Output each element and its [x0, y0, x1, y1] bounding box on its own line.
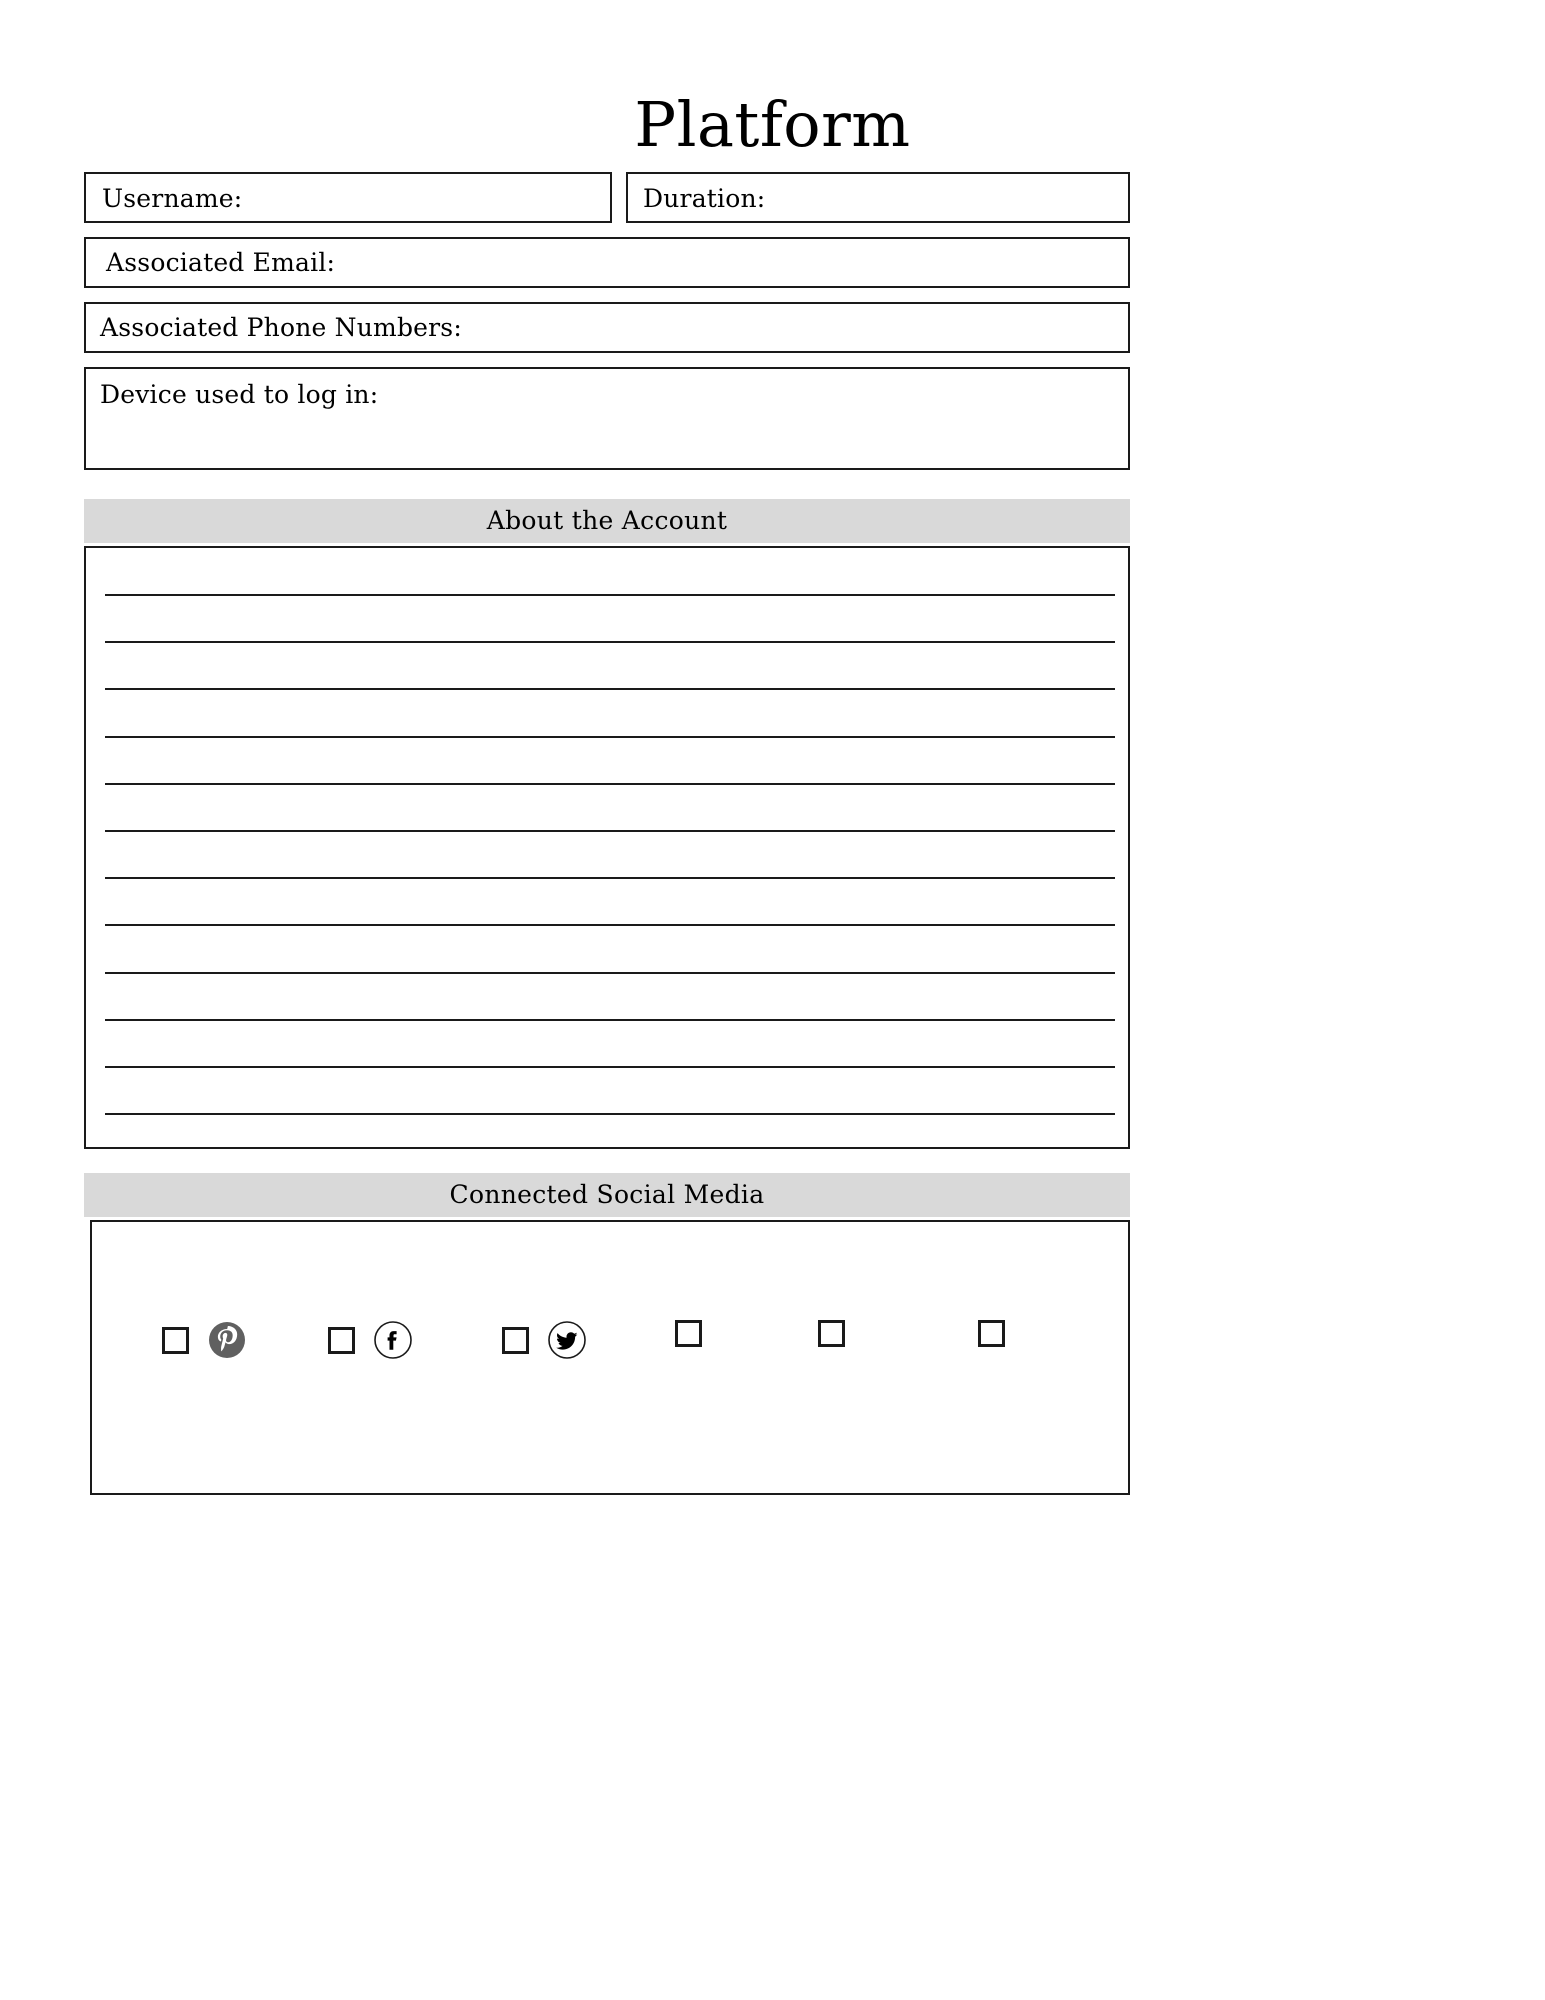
associated-email-label: Associated Email: [106, 248, 336, 277]
social-media-option[interactable] [978, 1320, 1005, 1347]
social-section-header [84, 1173, 1130, 1217]
social-checkbox-row [90, 1320, 1130, 1380]
ruled-line[interactable] [105, 1019, 1115, 1021]
ruled-line[interactable] [105, 783, 1115, 785]
ruled-line[interactable] [105, 1066, 1115, 1068]
facebook-icon [373, 1320, 413, 1360]
ruled-line[interactable] [105, 972, 1115, 974]
social-checkbox[interactable] [162, 1327, 189, 1354]
ruled-line[interactable] [105, 736, 1115, 738]
social-checkbox[interactable] [978, 1320, 1005, 1347]
about-section-header-label: About the Account [486, 506, 728, 535]
social-media-option[interactable] [328, 1320, 413, 1360]
social-checkbox[interactable] [502, 1327, 529, 1354]
page-title: Platform [634, 88, 911, 161]
social-media-option[interactable] [162, 1320, 247, 1360]
associated-phone-label: Associated Phone Numbers: [100, 313, 462, 342]
ruled-line[interactable] [105, 877, 1115, 879]
ruled-line[interactable] [105, 830, 1115, 832]
social-media-option[interactable] [502, 1320, 587, 1360]
duration-label: Duration: [643, 184, 766, 213]
pinterest-icon [207, 1320, 247, 1360]
ruled-line[interactable] [105, 594, 1115, 596]
ruled-line[interactable] [105, 641, 1115, 643]
social-checkbox[interactable] [675, 1320, 702, 1347]
about-section-body[interactable] [84, 546, 1130, 1149]
ruled-line[interactable] [105, 688, 1115, 690]
social-section-header-label: Connected Social Media [449, 1180, 765, 1209]
device-used-label: Device used to log in: [100, 380, 379, 409]
social-media-option[interactable] [818, 1320, 845, 1347]
about-section-header [84, 499, 1130, 543]
social-media-option[interactable] [675, 1320, 702, 1347]
ruled-line[interactable] [105, 924, 1115, 926]
ruled-line[interactable] [105, 1113, 1115, 1115]
twitter-icon [547, 1320, 587, 1360]
social-checkbox[interactable] [818, 1320, 845, 1347]
username-label: Username: [102, 184, 243, 213]
social-checkbox[interactable] [328, 1327, 355, 1354]
